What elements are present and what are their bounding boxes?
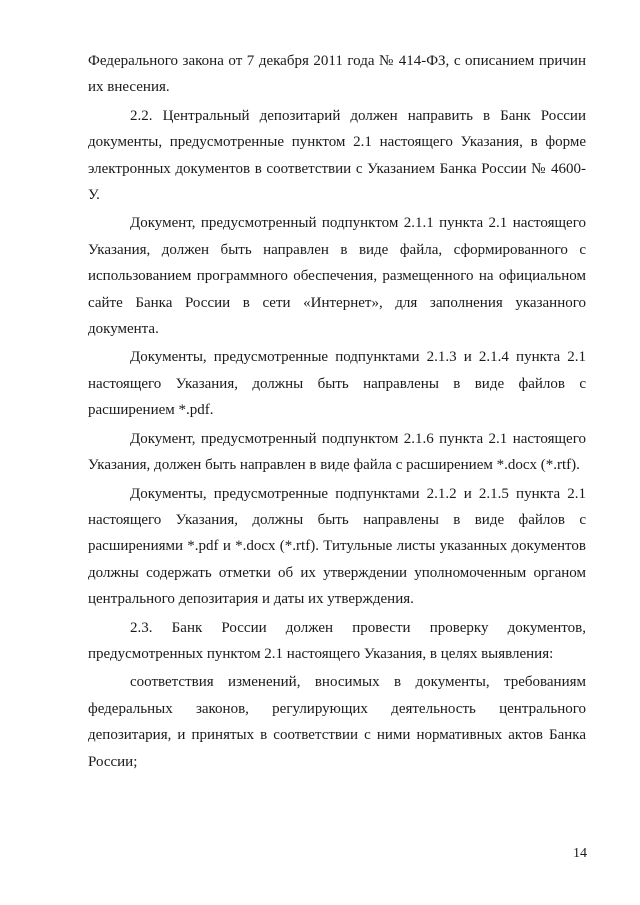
paragraph-2-2: 2.2. Центральный депозитарий должен направить в Банк России документы, предусмотренные пунктом 2.1 настоящего Указания, в форме электронных документов в соответствии с Указанием Банка России № 4600-У. [88,107,586,204]
paragraph-documents-2-1-3-2-1-4: Документы, предусмотренные подпунктами 2.1.3 и 2.1.4 пункта 2.1 настоящего Указания, должны быть направлены в виде файлов с расширением *.pdf. [88,349,586,419]
paragraph-documents-2-1-2-2-1-5: Документы, предусмотренные подпунктами 2.1.2 и 2.1.5 пункта 2.1 настоящего Указания, должны быть направлены в виде файлов с расширениями *.pdf и *.docx (*.rtf). Титульные листы указанных документов должны содержать отметки об их утверждении уполномоченным органом центрального депозитария и даты их утверждения. [88,485,586,608]
paragraph-compliance: соответствия изменений, вносимых в документы, требованиям федеральных законов, регулирующих деятельность центрального депозитария, и принятых в соответствии с ними нормативных актов Банка России; [88,674,586,770]
body-text [88,48,586,775]
paragraph-document-2-1-6: Документ, предусмотренный подпунктом 2.1.6 пункта 2.1 настоящего Указания, должен быть направлен в виде файла с расширением *.docx (*.rtf). [88,430,586,474]
paragraph-2-3: 2.3. Банк России должен провести проверку документов, предусмотренных пунктом 2.1 настоящего Указания, в целях выявления: [88,619,586,662]
paragraph-continuation: Федерального закона от 7 декабря 2011 года № 414-ФЗ, с описанием причин их внесения. [88,53,586,96]
page-number: 14 [573,846,587,861]
paragraph-document-2-1-1: Документ, предусмотренный подпунктом 2.1.1 пункта 2.1 настоящего Указания, должен быть направлен в виде файла, сформированного с использованием программного обеспечения, размещенного на официальном сайте Банка России в сети «Интернет», для заполнения указанного документа. [88,215,586,338]
